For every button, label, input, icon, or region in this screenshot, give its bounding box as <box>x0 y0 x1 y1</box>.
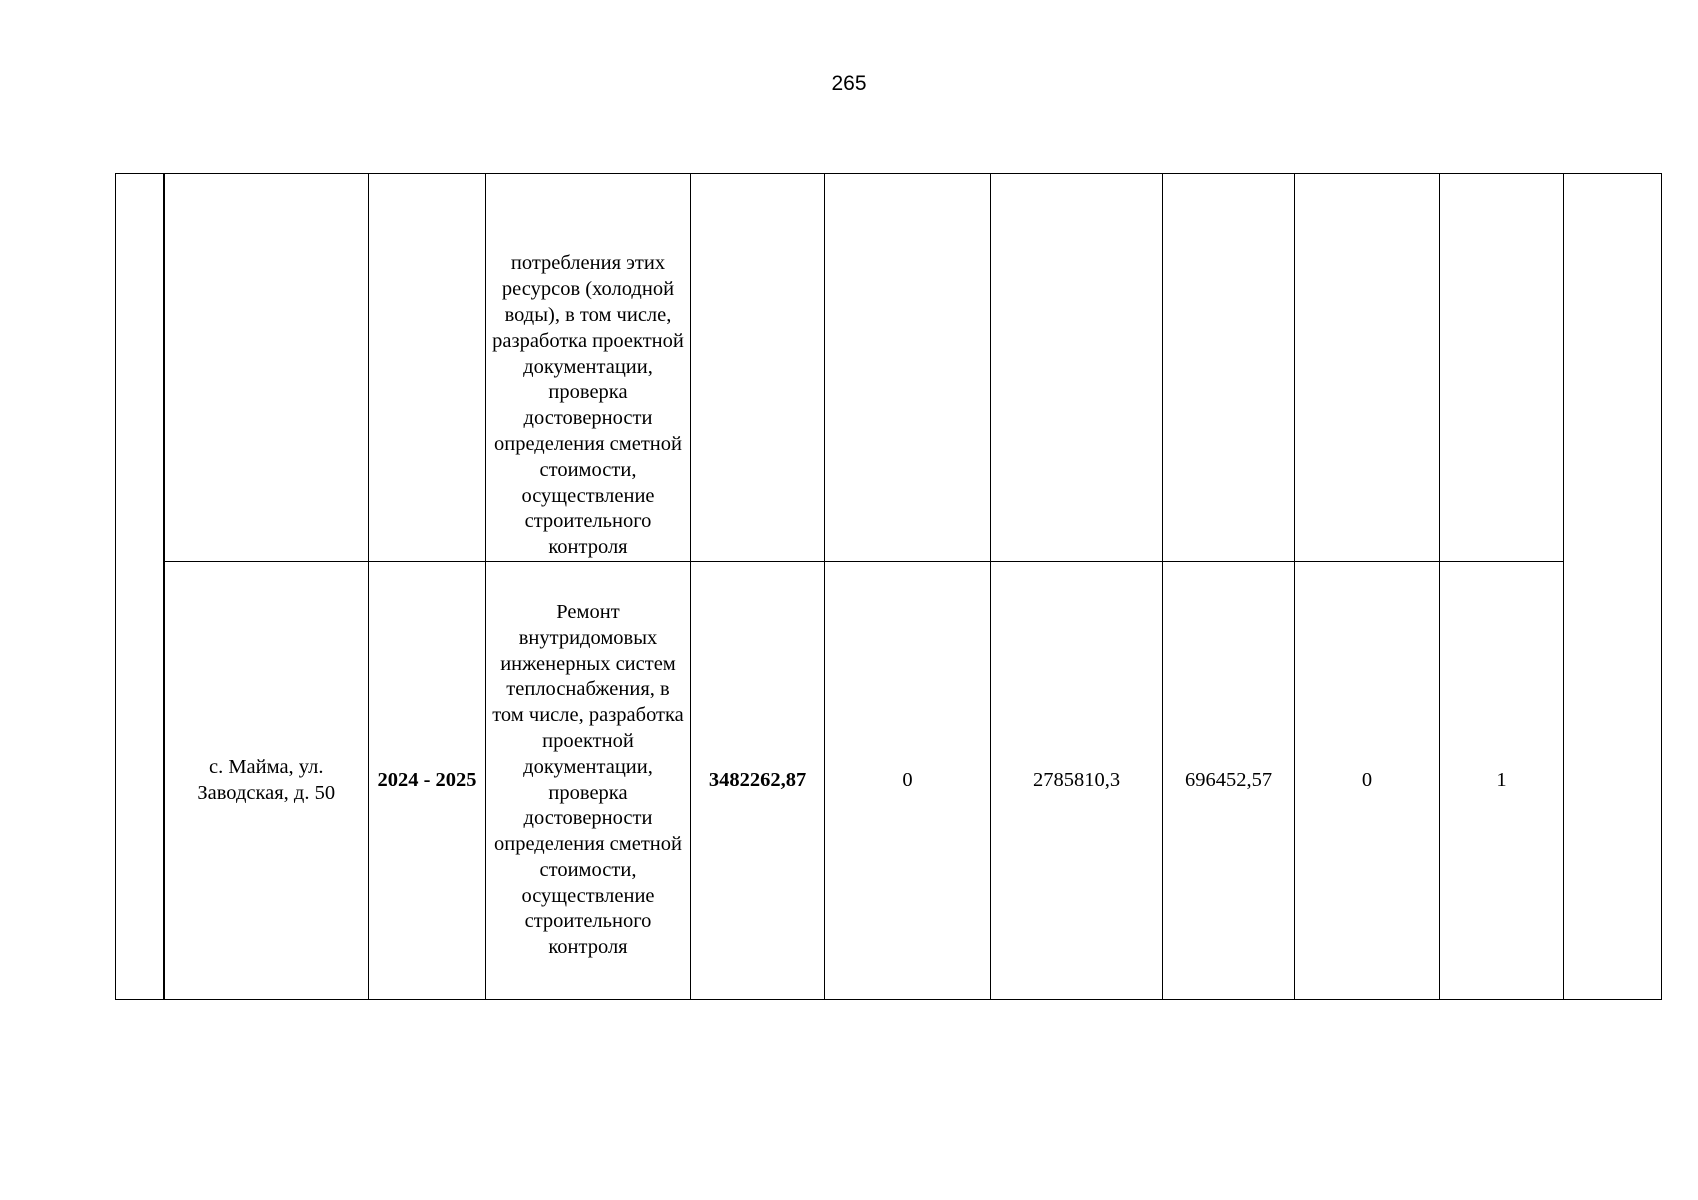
count-cell: 1 <box>1440 562 1564 1000</box>
total-cost-cell <box>691 174 825 562</box>
note-cell <box>1564 174 1662 1000</box>
funding-cell-b <box>991 174 1163 562</box>
count-cell <box>1440 174 1564 562</box>
period-cell <box>369 174 486 562</box>
address-cell <box>164 174 369 562</box>
funding-cell-a: 0 <box>825 562 991 1000</box>
work-description-cell: потребления этих ресурсов (холодной воды), в том числе, разработка проектной документации, проверка достоверности определения сметной стоимости, осуществление строительного контроля <box>486 174 691 562</box>
funding-cell-c: 696452,57 <box>1163 562 1295 1000</box>
total-cost-cell: 3482262,87 <box>691 562 825 1000</box>
works-table <box>115 173 1662 1000</box>
funding-cell-b: 2785810,3 <box>991 562 1163 1000</box>
address-cell: с. Майма, ул. Заводская, д. 50 <box>164 562 369 1000</box>
table-row <box>116 562 1662 1000</box>
funding-cell-d: 0 <box>1295 562 1440 1000</box>
work-description-cell: Ремонт внутридомовых инженерных систем теплоснабжения, в том числе, разработка проектной документации, проверка достоверности определения сметной стоимости, осуществление строительного контроля <box>486 562 691 1000</box>
funding-cell-c <box>1163 174 1295 562</box>
table-row <box>116 174 1662 562</box>
funding-cell-a <box>825 174 991 562</box>
row-number-cell <box>116 174 164 1000</box>
period-cell: 2024 - 2025 <box>369 562 486 1000</box>
page-number: 265 <box>831 72 867 95</box>
funding-cell-d <box>1295 174 1440 562</box>
